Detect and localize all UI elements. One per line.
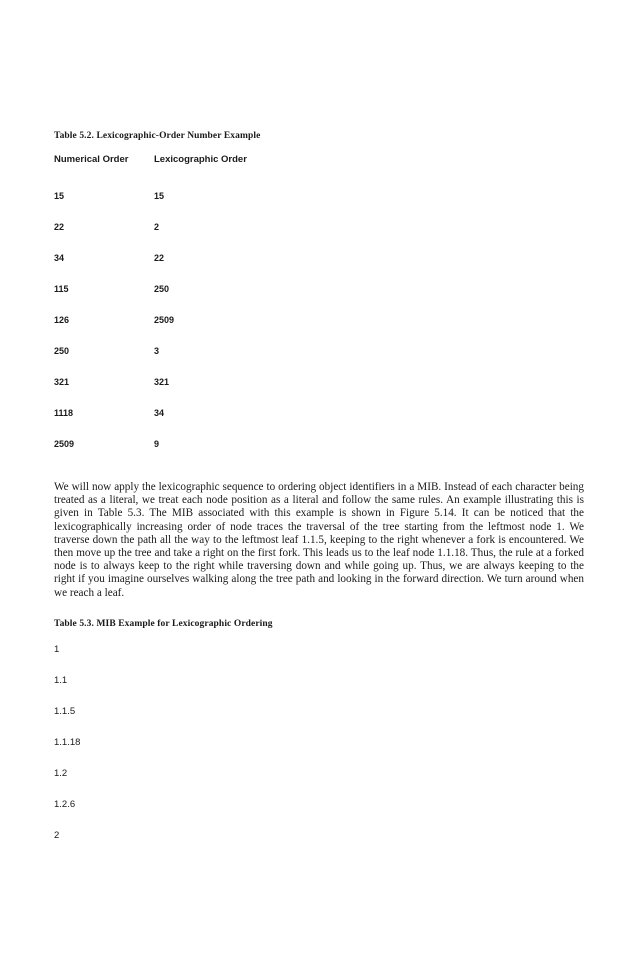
table-header-row [54,150,354,168]
numerical-cell: 1118 [54,407,74,418]
numerical-cell: 126 [54,314,70,325]
table-row [54,180,354,211]
table-5-2 [54,150,354,459]
lexicographic-cell: 9 [154,438,160,449]
table-row: 1.1 [54,675,68,686]
lexicographic-cell: 3 [154,345,160,356]
lexicographic-cell: 250 [154,283,170,294]
table-row [54,397,354,428]
numerical-cell: 2509 [54,438,75,449]
table-row: 1.2.6 [54,799,76,810]
lexicographic-cell: 2 [154,221,160,232]
table-row: 1.1.18 [54,737,81,748]
header-numerical-order: Numerical Order [54,153,129,165]
table-5-2-caption: Table 5.2. Lexicographic-Order Number Example [54,131,261,141]
table-row [54,428,354,459]
table-row: 1.2 [54,768,68,779]
numerical-cell: 15 [54,190,65,201]
table-row [54,304,354,335]
numerical-cell: 22 [54,221,65,232]
header-lexicographic-order: Lexicographic Order [154,153,247,165]
numerical-cell: 250 [54,345,70,356]
table-row [54,366,354,397]
lexicographic-cell: 2509 [154,314,175,325]
table-row [54,273,354,304]
body-paragraph: We will now apply the lexicographic sequence to ordering object identifiers in a MIB. Instead of each character being treated as a literal, we treat each node position as a literal and follow the same rules. An example illustrating this is given in Table 5.3. The MIB associated with this example is shown in Figure 5.14. It can be noticed that the lexicographically increasing order of node traces the traversal of the tree starting from the leftmost node 1. We traverse down the path all the way to the leftmost leaf 1.1.5, keeping to the right whenever a fork is encountered. We then move up the tree and take a right on the first fork. This leads us to the leaf node 1.1.18. Thus, the rule at a forked node is to always keep to the right while traversing down and while going up. Thus, we are always keeping to the right if you imagine ourselves walking along the tree path and looking in the forward direction. We turn around when we reach a leaf. [54,481,584,599]
lexicographic-cell: 22 [154,252,165,263]
lexicographic-cell: 34 [154,407,165,418]
table-row: 1 [54,644,60,655]
table-row [54,242,354,273]
table-row [54,335,354,366]
table-5-3 [54,634,254,851]
numerical-cell: 115 [54,283,69,294]
table-body [54,180,354,459]
numerical-cell: 321 [54,376,70,387]
table-row: 1.1.5 [54,706,76,717]
lexicographic-cell: 15 [154,190,165,201]
table-row: 2 [54,830,60,841]
table-row [54,211,354,242]
lexicographic-cell: 321 [154,376,170,387]
numerical-cell: 34 [54,252,65,263]
table-5-3-caption: Table 5.3. MIB Example for Lexicographic Ordering [54,619,273,629]
